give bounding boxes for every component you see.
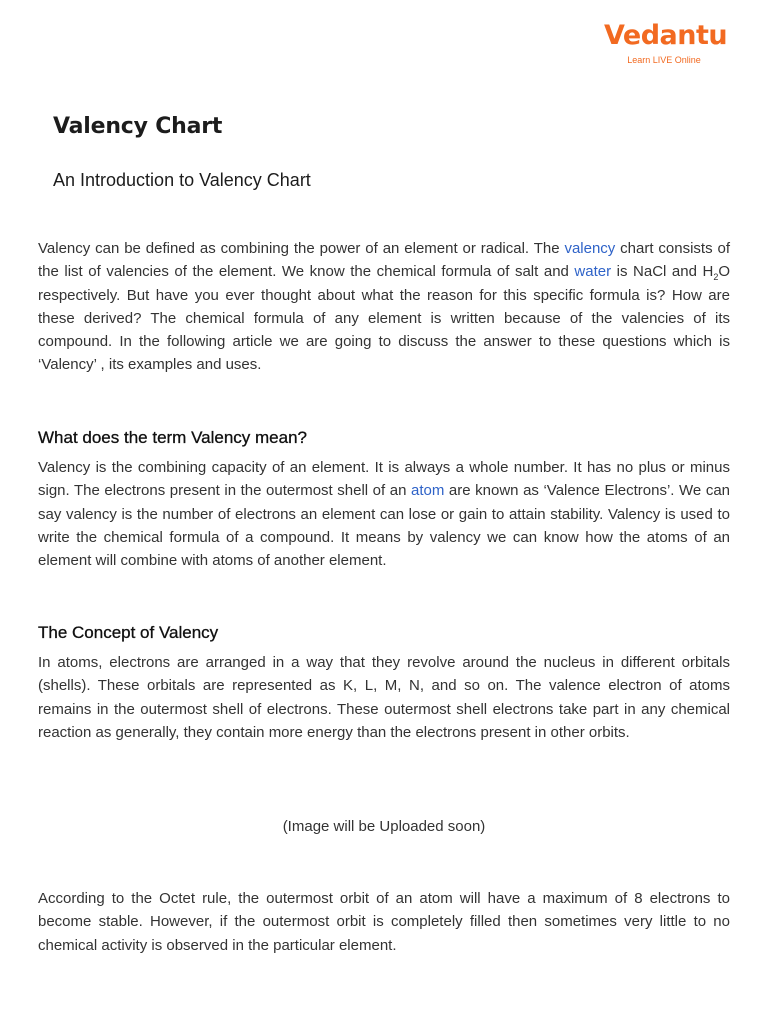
page-title: Valency Chart bbox=[53, 114, 223, 139]
intro-heading: An Introduction to Valency Chart bbox=[53, 170, 311, 190]
meaning-text-2: are known as ‘Valence Electrons’. We can say valency is the number of electrons an element can lose or gain to attain stability. Valency is used to write the chemical formula of a compound. It means by valency we can know how the atoms of an element will combine with atoms of another element. bbox=[38, 482, 731, 570]
valency-meaning-paragraph bbox=[38, 456, 730, 572]
logo-tagline: Learn LIVE Online bbox=[627, 55, 701, 65]
logo-wordmark: Vedantu bbox=[604, 20, 728, 51]
intro-paragraph bbox=[38, 237, 730, 377]
concept-paragraph: In atoms, electrons are arranged in a way that they revolve around the nucleus in different orbitals (shells). These orbitals are represented as K, L, M, N, and so on. The valence electron of atoms remains in the outermost shell of electrons. These outermost shell electrons take part in any chemical reaction as generally, they contain more energy than the electrons present in other orbits. bbox=[38, 654, 730, 741]
atom-link[interactable]: atom bbox=[411, 482, 445, 500]
h2o-subscript: 2 bbox=[713, 272, 719, 283]
octet-paragraph: According to the Octet rule, the outermost orbit of an atom will have a maximum of 8 electrons to become stable. However, if the outermost orbit is completely filled then sometimes very little to no chemical activity is observed in the particular element. bbox=[38, 890, 730, 954]
intro-text-1: Valency can be defined as combining the power of an element or radical. The bbox=[38, 240, 565, 257]
concept-heading: The Concept of Valency bbox=[38, 623, 219, 642]
intro-text-2: chart consists of the list of valencies of the element. We know the chemical formula of salt and bbox=[38, 240, 730, 281]
image-placeholder-caption: (Image will be Uploaded soon) bbox=[282, 818, 486, 835]
intro-text-3: is NaCl and H bbox=[611, 263, 714, 281]
meaning-text-1: Valency is the combining capacity of an element. It is always a whole number. It has no plus or minus sign. The electrons present in the outermost shell of an bbox=[38, 459, 730, 500]
vedantu-logo[interactable] bbox=[604, 20, 728, 72]
valency-link[interactable]: valency bbox=[564, 240, 616, 257]
water-link[interactable]: water bbox=[574, 263, 612, 281]
valency-meaning-heading: What does the term Valency mean? bbox=[38, 428, 307, 447]
intro-text-4: O respectively. But have you ever thought about what the reason for this specific formula is? How are these derived? The chemical formula of any element is written because of the valencies of its compound. In the following article we are going to discuss the answer to these questions which is ‘Valency’ , its examples and uses. bbox=[38, 263, 730, 374]
